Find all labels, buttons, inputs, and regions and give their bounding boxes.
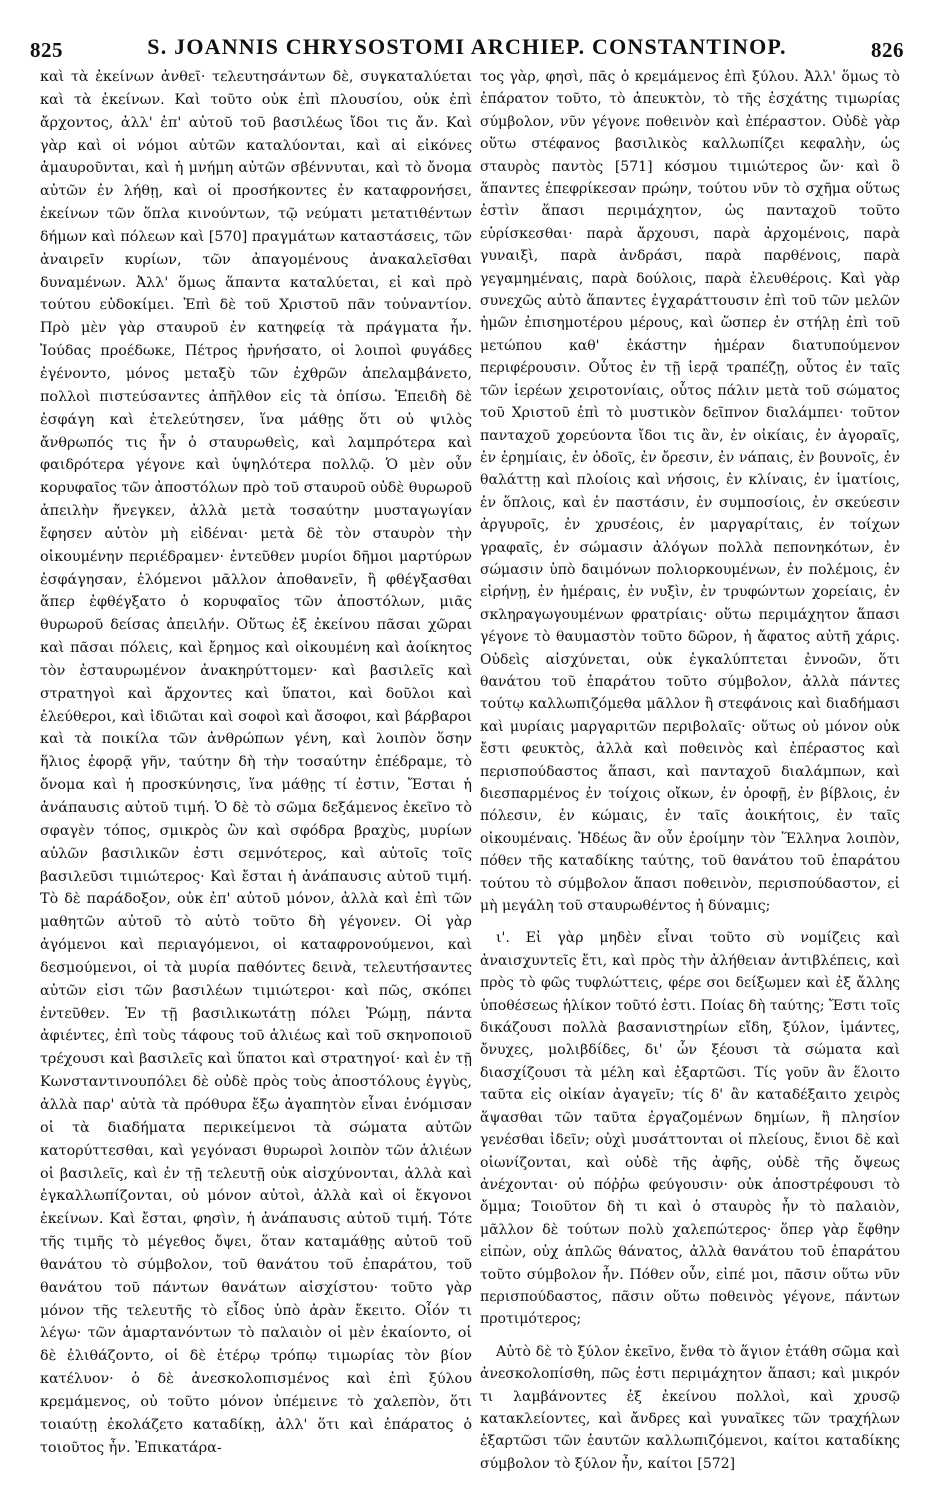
right-column (480, 66, 900, 1475)
running-title: S. JOANNIS CHRYSOSTOMI ARCHIEP. CONSTANTINOP. (147, 34, 787, 59)
right-paragraph-2: ι'. Εἰ γὰρ μηδὲν εἶναι τοῦτο σὺ νομίζεις καὶ ἀναισχυντεῖς ἔτι, καὶ πρὸς τὴν ἀλήθειαν ἀντιβλέπεις, καὶ πρὸς τὸ φῶς τυφλώττεις, φέρε σοι δείξωμεν καὶ ἐξ ἄλλης ὑποθέσεως ἡλίκον τοῦτό ἐστι. Ποίας δὴ ταύτης; Ἔστι τοῖς δικάζουσι πολλὰ βασανιστηρίων εἴδη, ξύλον, ἱμάντες, ὄνυχες, μολιβδίδες, δι' ὧν ξέουσι τὰ σώματα καὶ διασχίζουσι τὰ μέλη καὶ ἐξαρτῶσι. Τίς γοῦν ἂν ἕλοιτο ταῦτα εἰς οἰκίαν ἀγαγεῖν; τίς δ' ἂν καταδέξαιτο χειρὸς ἅψασθαι τῶν ταῦτα ἐργαζομένων δημίων, ἢ πλησίον γενέσθαι ἰδεῖν; οὐχὶ μυσάττονται οἱ πλείους, ἔνιοι δὲ καὶ οἰωνίζονται, καὶ οὐδὲ τῆς ἀφῆς, οὐδὲ τῆς ὄψεως ἀνέχονται· οὐ πόῤῥω φεύγουσιν· οὐκ ἀποστρέφουσι τὸ ὄμμα; Τοιοῦτον δὴ τι καὶ ὁ σταυρὸς ἦν τὸ παλαιὸν, μᾶλλον δὲ τούτων πολὺ χαλεπώτερος· ὅπερ γὰρ ἔφθην εἰπὼν, οὐχ ἁπλῶς θάνατος, ἀλλὰ θανάτου τοῦ ἐπαράτου τοῦτο σύμβολον ἦν. Πόθεν οὖν, εἰπέ μοι, πᾶσιν οὕτω νῦν περισπούδαστος, πᾶσιν οὕτω ποθεινὸς γέγονε, πάντων προτιμότερος; (480, 930, 900, 1328)
running-header (26, 34, 908, 64)
page-number-right: 826 (871, 38, 904, 62)
right-paragraph-1: τος γὰρ, φησὶ, πᾶς ὁ κρεμάμενος ἐπὶ ξύλου. Ἀλλ' ὅμως τὸ ἐπάρατον τοῦτο, τὸ ἀπευκτὸν, τὸ τῆς ἐσχάτης τιμωρίας σύμβολον, νῦν γέγονε ποθεινὸν καὶ ἐπέραστον. Οὐδὲ γὰρ οὕτω στέφανος βασιλικὸς καλλωπίζει κεφαλὴν, ὡς σταυρὸς παντὸς [571] κόσμου τιμιώτερος ὤν· καὶ ὃ ἅπαντες ἐπεφρίκεσαν πρώην, τούτου νῦν τὸ σχῆμα οὕτως ἐστὶν ἅπασι περιμάχητον, ὡς πανταχοῦ τοῦτο εὑρίσκεσθαι· παρὰ ἄρχουσι, παρὰ ἀρχομένοις, παρὰ γυναιξὶ, παρὰ ἀνδράσι, παρὰ παρθένοις, παρὰ γεγαμημέναις, παρὰ δούλοις, παρὰ ἐλευθέροις. Καὶ γὰρ συνεχῶς αὐτὸ ἅπαντες ἐγχαράττουσιν ἐπὶ τοῦ τῶν μελῶν ἡμῶν ἐπισημοτέρου μέρους, καὶ ὥσπερ ἐν στήλῃ ἐπὶ τοῦ μετώπου καθ' ἑκάστην ἡμέραν διατυπούμενον περιφέρουσιν. Οὗτος ἐν τῇ ἱερᾷ τραπέζῃ, οὗτος ἐν ταῖς τῶν ἱερέων χειροτονίαις, οὗτος πάλιν μετὰ τοῦ σώματος τοῦ Χριστοῦ ἐπὶ τὸ μυστικὸν δεῖπνον διαλάμπει· τοῦτον πανταχοῦ χορεύοντα ἴδοι τις ἂν, ἐν οἰκίαις, ἐν ἀγοραῖς, ἐν ἐρημίαις, ἐν ὁδοῖς, ἐν ὄρεσιν, ἐν νάπαις, ἐν βουνοῖς, ἐν θαλάττῃ καὶ πλοίοις καὶ νήσοις, ἐν κλίναις, ἐν ἱματίοις, ἐν ὅπλοις, καὶ ἐν παστάσιν, ἐν συμποσίοις, ἐν σκεύεσιν ἀργυροῖς, ἐν χρυσέοις, ἐν μαργαρίταις, ἐν τοίχων γραφαῖς, ἐν σώμασιν ἀλόγων πολλὰ πεπονηκότων, ἐν σώμασιν ὑπὸ δαιμόνων πολιορκουμένων, ἐν πολέμοις, ἐν εἰρήνῃ, ἐν ἡμέραις, ἐν νυξὶν, ἐν τρυφώντων χορείαις, ἐν σκληραγωγουμένων φρατρίαις· οὕτω περιμάχητον ἅπασι γέγονε τὸ θαυμαστὸν τοῦτο δῶρον, ἡ ἄφατος αὐτῆ χάρις. Οὐδεὶς αἰσχύνεται, οὐκ ἐγκαλύπτεται ἐννοῶν, ὅτι θανάτου τοῦ ἐπαράτου τοῦτο σύμβολον, ἀλλὰ πάντες τούτῳ καλλωπιζόμεθα μᾶλλον ἢ στεφάνοις καὶ διαδήμασι καὶ μυρίαις μαργαριτῶν περιβολαῖς· οὕτως οὐ μόνον οὐκ ἔστι φευκτὸς, ἀλλὰ καὶ ποθεινὸς καὶ ἐπέραστος καὶ περισπούδαστος ἅπασι, καὶ πανταχοῦ διαλάμπων, καὶ διεσπαρμένος ἐν τοίχοις οἴκων, ἐν ὀροφῇ, ἐν βίβλοις, ἐν πόλεσιν, ἐν κώμαις, ἐν ταῖς ἀοικήτοις, ἐν ταῖς οἰκουμέναις. Ἡδέως ἂν οὖν ἐροίμην τὸν Ἕλληνα λοιπὸν, πόθεν τῆς καταδίκης ταύτης, τοῦ θανάτου τοῦ ἐπαράτου τούτου τὸ σύμβολον ἅπασι ποθεινὸν, περισπούδαστον, εἰ μὴ μεγάλη τοῦ σταυρωθέντος ἡ δύναμις; (480, 69, 900, 915)
right-paragraph-3: Αὐτὸ δὲ τὸ ξύλον ἐκεῖνο, ἔνθα τὸ ἅγιον ἐτάθη σῶμα καὶ ἀνεσκολοπίσθη, πῶς ἐστι περιμάχητον ἅπασι; καὶ μικρόν τι λαμβάνοντες ἐξ ἐκείνου πολλοὶ, καὶ χρυσῷ κατακλείοντες, καὶ ἄνδρες καὶ γυναῖκες τῶν τραχήλων ἐξαρτῶσι τῶν ἑαυτῶν καλλωπιζόμενοι, καίτοι καταδίκης σύμβολον τὸ ξύλον ἦν, καίτοι [572] (480, 1343, 900, 1472)
page-number-left: 825 (30, 38, 63, 62)
column-divider (471, 66, 472, 1486)
left-column (40, 66, 472, 1459)
left-paragraph-1: καὶ τὰ ἐκείνων ἀνθεῖ· τελευτησάντων δὲ, συγκαταλύεται καὶ τὰ ἐκείνων. Καὶ τοῦτο οὐκ ἐπὶ πλουσίου, οὐκ ἐπὶ ἄρχοντος, ἀλλ' ἐπ' αὐτοῦ τοῦ βασιλέως ἴδοι τις ἄν. Καὶ γὰρ καὶ οἱ νόμοι αὐτῶν καταλύονται, καὶ αἱ εἰκόνες ἀμαυροῦνται, καὶ ἡ μνήμη αὐτῶν σβέννυται, καὶ τὸ ὄνομα αὐτῶν ἐν λήθῃ, καὶ οἱ προσήκοντες ἐν καταφρονήσει, ἐκείνων τῶν ὅπλα κινούντων, τῷ νεύματι μετατιθέντων δήμων καὶ πόλεων καὶ [570] πραγμάτων καταστάσεις, τῶν ἀναιρεῖν κυρίων, τῶν ἀπαγομένους ἀνακαλεῖσθαι δυναμένων. Ἀλλ' ὅμως ἅπαντα καταλύεται, εἰ καὶ πρὸ τούτου εὐδοκίμει. Ἐπὶ δὲ τοῦ Χριστοῦ πᾶν τοὐναντίον. Πρὸ μὲν γὰρ σταυροῦ ἐν κατηφείᾳ τὰ πράγματα ἦν. Ἰούδας προέδωκε, Πέτρος ἠρνήσατο, οἱ λοιποὶ φυγάδες ἐγένοντο, μόνος μεταξὺ τῶν ἐχθρῶν ἀπελαμβάνετο, πολλοὶ πιστεύσαντες ἀπῆλθον εἰς τὰ ὀπίσω. Ἐπειδὴ δὲ ἐσφάγη καὶ ἐτελεύτησεν, ἵνα μάθῃς ὅτι οὐ ψιλὸς ἄνθρωπός τις ἦν ὁ σταυρωθεὶς, καὶ λαμπρότερα καὶ φαιδρότερα γέγονε καὶ ὑψηλότερα πολλῷ. Ὁ μὲν οὖν κορυφαῖος τῶν ἀποστόλων πρὸ τοῦ σταυροῦ οὐδὲ θυρωροῦ ἀπειλὴν ἤνεγκεν, ἀλλὰ μετὰ τοσαύτην μυσταγωγίαν ἔφησεν αὐτὸν μὴ εἰδέναι· μετὰ δὲ τὸν σταυρὸν τὴν οἰκουμένην περιέδραμεν· ἐντεῦθεν μυρίοι δῆμοι μαρτύρων ἐσφάγησαν, ἑλόμενοι μᾶλλον ἀποθανεῖν, ἢ φθέγξασθαι ἅπερ ἐφθέγξατο ὁ κορυφαῖος τῶν ἀποστόλων, μιᾶς θυρωροῦ δείσας ἀπειλήν. Οὕτως ἐξ ἐκείνου πᾶσαι χῶραι καὶ πᾶσαι πόλεις, καὶ ἔρημος καὶ οἰκουμένη καὶ ἀοίκητος τὸν ἐσταυρωμένον ἀνακηρύττομεν· καὶ βασιλεῖς καὶ στρατηγοὶ καὶ ἄρχοντες καὶ ὕπατοι, καὶ δοῦλοι καὶ ἐλεύθεροι, καὶ ἰδιῶται καὶ σοφοὶ καὶ ἄσοφοι, καὶ βάρβαροι καὶ τὰ ποικίλα τῶν ἀνθρώπων γένη, καὶ λοιπὸν ὅσην ἥλιος ἐφορᾷ γῆν, ταύτην δὴ τὴν τοσαύτην ἐπέδραμε, τὸ ὄνομα καὶ ἡ προσκύνησις, ἵνα μάθῃς τί ἐστιν, Ἔσται ἡ ἀνάπαυσις αὐτοῦ τιμή. Ὁ δὲ τὸ σῶμα δεξάμενος ἐκεῖνο τὸ σφαγὲν τόπος, σμικρὸς ὢν καὶ σφόδρα βραχὺς, μυρίων αὐλῶν βασιλικῶν ἐστι σεμνότερος, καὶ αὐτοῖς τοῖς βασιλεῦσι τιμιώτερος· Καὶ ἔσται ἡ ἀνάπαυσις αὐτοῦ τιμή. Τὸ δὲ παράδοξον, οὐκ ἐπ' αὐτοῦ μόνον, ἀλλὰ καὶ ἐπὶ τῶν μαθητῶν αὐτοῦ τὸ αὐτὸ τοῦτο δὴ γέγονεν. Οἱ γὰρ ἀγόμενοι καὶ περιαγόμενοι, οἱ καταφρονούμενοι, καὶ δεσμούμενοι, οἱ τὰ μυρία παθόντες δεινὰ, τελευτήσαντες αὐτῶν εἰσι τῶν βασιλέων τιμιώτεροι· καὶ πῶς, σκόπει ἐντεῦθεν. Ἐν τῇ βασιλικωτάτῃ πόλει Ῥώμῃ, πάντα ἀφιέντες, ἐπὶ τοὺς τάφους τοῦ ἁλιέως καὶ τοῦ σκηνοποιοῦ τρέχουσι καὶ βασιλεῖς καὶ ὕπατοι καὶ στρατηγοί· καὶ ἐν τῇ Κωνσταντινουπόλει δὲ οὐδὲ πρὸς τοὺς ἀποστόλους ἐγγὺς, ἀλλὰ παρ' αὐτὰ τὰ πρόθυρα ἔξω ἀγαπητὸν εἶναι ἐνόμισαν οἱ τὰ διαδήματα περικείμενοι τὰ σώματα αὐτῶν κατορύττεσθαι, καὶ γεγόνασι θυρωροὶ λοιπὸν τῶν ἁλιέων οἱ βασιλεῖς, καὶ ἐν τῇ τελευτῇ οὐκ αἰσχύνονται, ἀλλὰ καὶ ἐγκαλλωπίζονται, οὐ μόνον αὐτοὶ, ἀλλὰ καὶ οἱ ἔκγονοι ἐκείνων. Καὶ ἔσται, φησὶν, ἡ ἀνάπαυσις αὐτοῦ τιμή. Τότε τῆς τιμῆς τὸ μέγεθος ὄψει, ὅταν καταμάθῃς αὐτοῦ τοῦ θανάτου τὸ σύμβολον, τοῦ θανάτου τοῦ ἐπαράτου, τοῦ θανάτου τοῦ πάντων θανάτων αἰσχίστου· τοῦτο γὰρ μόνον τῆς τελευτῆς τὸ εἶδος ὑπὸ ἀρὰν ἔκειτο. Οἷόν τι λέγω· τῶν ἁμαρτανόντων τὸ παλαιὸν οἱ μὲν ἐκαίοντο, οἱ δὲ ἐλιθάζοντο, οἱ δὲ ἑτέρῳ τρόπῳ τιμωρίας τὸν βίον κατέλυον· ὁ δὲ ἀνεσκολοπισμένος καὶ ἐπὶ ξύλου κρεμάμενος, οὐ τοῦτο μόνον ὑπέμεινε τὸ χαλεπὸν, ὅτι τοιαύτῃ ἐκολάζετο καταδίκῃ, ἀλλ' ὅτι καὶ ἐπάρατος ὁ τοιοῦτος ἦν. Ἐπικατάρα- (40, 69, 472, 1456)
